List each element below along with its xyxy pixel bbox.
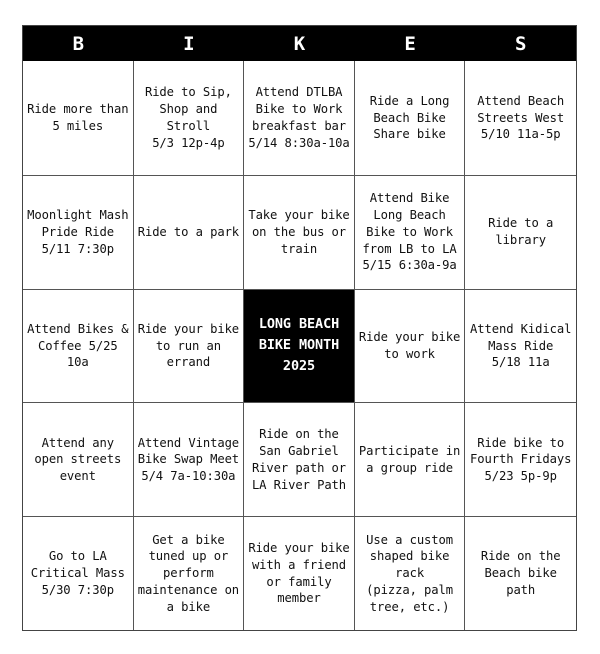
bingo-cell: Attend any open streets event bbox=[23, 402, 134, 516]
free-space-title: LONG BEACH BIKE MONTH 2025 bbox=[244, 289, 355, 403]
bingo-cell: Attend Bike Long Beach Bike to Work from LB to LA 5/15 6:30a-9a bbox=[355, 175, 466, 289]
bingo-cell: Attend Kidical Mass Ride 5/18 11a bbox=[465, 289, 576, 403]
bingo-cell: Ride more than 5 miles bbox=[23, 61, 134, 175]
bingo-cell: Attend Vintage Bike Swap Meet 5/4 7a-10:30a bbox=[134, 402, 245, 516]
bingo-cell: Participate in a group ride bbox=[355, 402, 466, 516]
bingo-cell: Get a bike tuned up or perform maintenance on a bike bbox=[134, 516, 245, 630]
bingo-cell: Attend Bikes & Coffee 5/25 10a bbox=[23, 289, 134, 403]
bingo-cell: Ride on the San Gabriel River path or LA River Path bbox=[244, 402, 355, 516]
bingo-cell: Ride bike to Fourth Fridays 5/23 5p-9p bbox=[465, 402, 576, 516]
bingo-cell: Ride your bike to run an errand bbox=[134, 289, 245, 403]
bingo-cell: Moonlight Mash Pride Ride 5/11 7:30p bbox=[23, 175, 134, 289]
bingo-card bbox=[22, 25, 577, 631]
header-letter-k: K bbox=[244, 26, 355, 61]
header-letter-e: E bbox=[355, 26, 466, 61]
header-letter-i: I bbox=[134, 26, 245, 61]
bingo-cell: Ride on the Beach bike path bbox=[465, 516, 576, 630]
bingo-cell: Ride to a library bbox=[465, 175, 576, 289]
bingo-cell: Attend Beach Streets West 5/10 11a-5p bbox=[477, 93, 565, 142]
header-letter-b: B bbox=[23, 26, 134, 61]
bingo-cell: Ride your bike with a friend or family member bbox=[244, 516, 355, 630]
bingo-cell: Take your bike on the bus or train bbox=[244, 175, 355, 289]
bingo-cell: Ride to a park bbox=[134, 175, 245, 289]
header-letter-s: S bbox=[465, 26, 576, 61]
bingo-cell: Attend DTLBA Bike to Work breakfast bar 5/14 8:30a-10a bbox=[244, 61, 355, 175]
bingo-cell: Ride a Long Beach Bike Share bike bbox=[355, 61, 466, 175]
bingo-cell: Use a custom shaped bike rack (pizza, palm tree, etc.) bbox=[355, 516, 466, 630]
bingo-cell: Go to LA Critical Mass 5/30 7:30p bbox=[23, 516, 134, 630]
bingo-cell: Ride to Sip, Shop and Stroll 5/3 12p-4p bbox=[134, 61, 245, 175]
bingo-cell: Ride your bike to work bbox=[355, 289, 466, 403]
